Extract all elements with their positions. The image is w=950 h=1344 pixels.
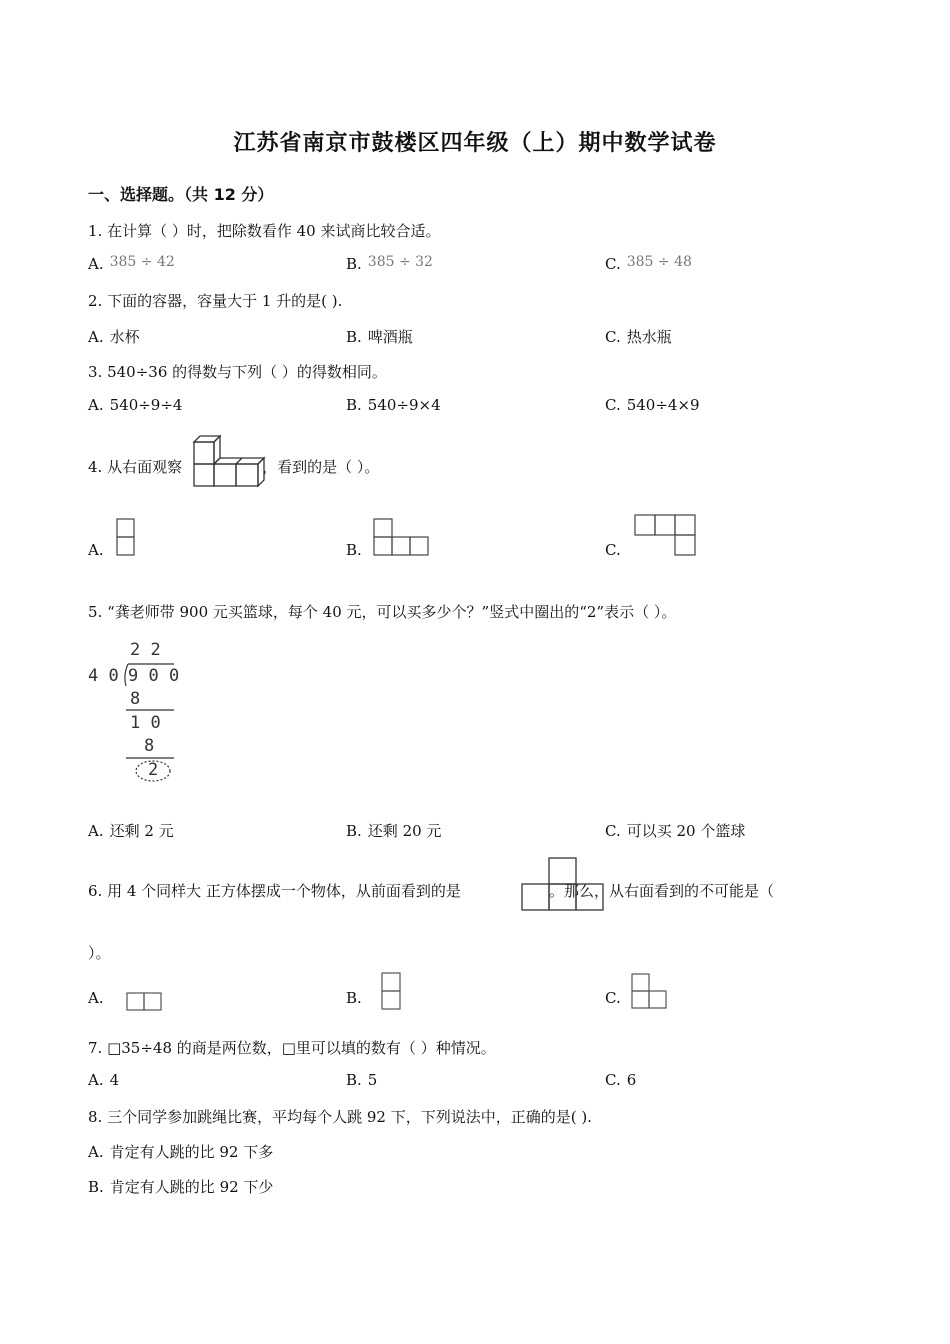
q5-option-b[interactable]: B. 还剩 20 元: [346, 822, 442, 840]
question-6-stem: 6. 用 4 个同样大 正方体摆成一个物体，从前面看到的是 。那么，从右面看到的不可能是（: [88, 882, 774, 900]
page-title: 江苏省南京市鼓楼区四年级（上）期中数学试卷: [233, 131, 717, 156]
q3-option-b[interactable]: B. 540÷9×4: [346, 396, 441, 414]
question-2-stem: 2. 下面的容器，容量大于 1 升的是( ).: [88, 292, 343, 310]
question-7-stem: 7. □35÷48 的商是两位数，□里可以填的数有（ ）种情况。: [88, 1039, 496, 1057]
q6-option-c-figure: [631, 973, 671, 1013]
q7-option-b[interactable]: B. 5: [346, 1071, 378, 1089]
q4-option-a-figure: [116, 518, 136, 558]
q2-option-c[interactable]: C. 热水瓶: [605, 328, 672, 346]
q6-option-b-figure: [381, 972, 405, 1012]
question-3-stem: 3. 540÷36 的得数与下列（ ）的得数相同。: [88, 363, 387, 381]
q1-option-a[interactable]: A. 385 ÷ 42: [88, 254, 175, 273]
q5-option-c[interactable]: C. 可以买 20 个篮球: [605, 822, 746, 840]
q7-option-a[interactable]: A. 4: [88, 1071, 120, 1089]
q8-option-b[interactable]: B. 肯定有人跳的比 92 下少: [88, 1178, 274, 1196]
q5-option-a[interactable]: A. 还剩 2 元: [88, 822, 174, 840]
q4-option-c-figure: [634, 514, 698, 558]
q6-option-b[interactable]: B.: [346, 989, 362, 1007]
q4-option-b-figure: [373, 518, 433, 558]
question-1-stem: 1. 在计算（ ）时，把除数看作 40 来试商比较合适。: [88, 222, 441, 240]
question-6-stem-continued: ）。: [88, 944, 111, 962]
q2-option-b[interactable]: B. 啤酒瓶: [346, 328, 413, 346]
front-view-figure: [520, 856, 608, 912]
long-division-figure: 2 2 4 0 9 0 0 8 1 0 8 2: [88, 640, 180, 780]
q3-option-c[interactable]: C. 540÷4×9: [605, 396, 700, 414]
cube-arrangement-figure: [192, 434, 272, 490]
q6-option-a[interactable]: A.: [88, 989, 104, 1007]
q2-option-a[interactable]: A. 水杯: [88, 328, 140, 346]
question-5-stem: 5. “龚老师带 900 元买篮球，每个 40 元，可以买多少个？”竖式中圈出的“2”表示（ ）。: [88, 603, 677, 621]
q4-option-b[interactable]: B.: [346, 541, 362, 559]
q3-option-a[interactable]: A. 540÷9÷4: [88, 396, 183, 414]
q4-option-a[interactable]: A.: [88, 541, 104, 559]
q6-option-a-figure: [126, 992, 166, 1014]
q4-option-c[interactable]: C.: [605, 541, 621, 559]
q8-option-a[interactable]: A. 肯定有人跳的比 92 下多: [88, 1143, 274, 1161]
q1-option-b[interactable]: B. 385 ÷ 32: [346, 254, 433, 273]
question-8-stem: 8. 三个同学参加跳绳比赛，平均每个人跳 92 下，下列说法中，正确的是( ).: [88, 1108, 592, 1126]
section-heading: 一、选择题。（共 12 分）: [88, 185, 274, 204]
q1-option-c[interactable]: C. 385 ÷ 48: [605, 254, 692, 273]
question-4-stem: 4. 从右面观察 ，看到的是（ ）。: [88, 458, 380, 476]
q6-option-c[interactable]: C.: [605, 989, 621, 1007]
q7-option-c[interactable]: C. 6: [605, 1071, 637, 1089]
